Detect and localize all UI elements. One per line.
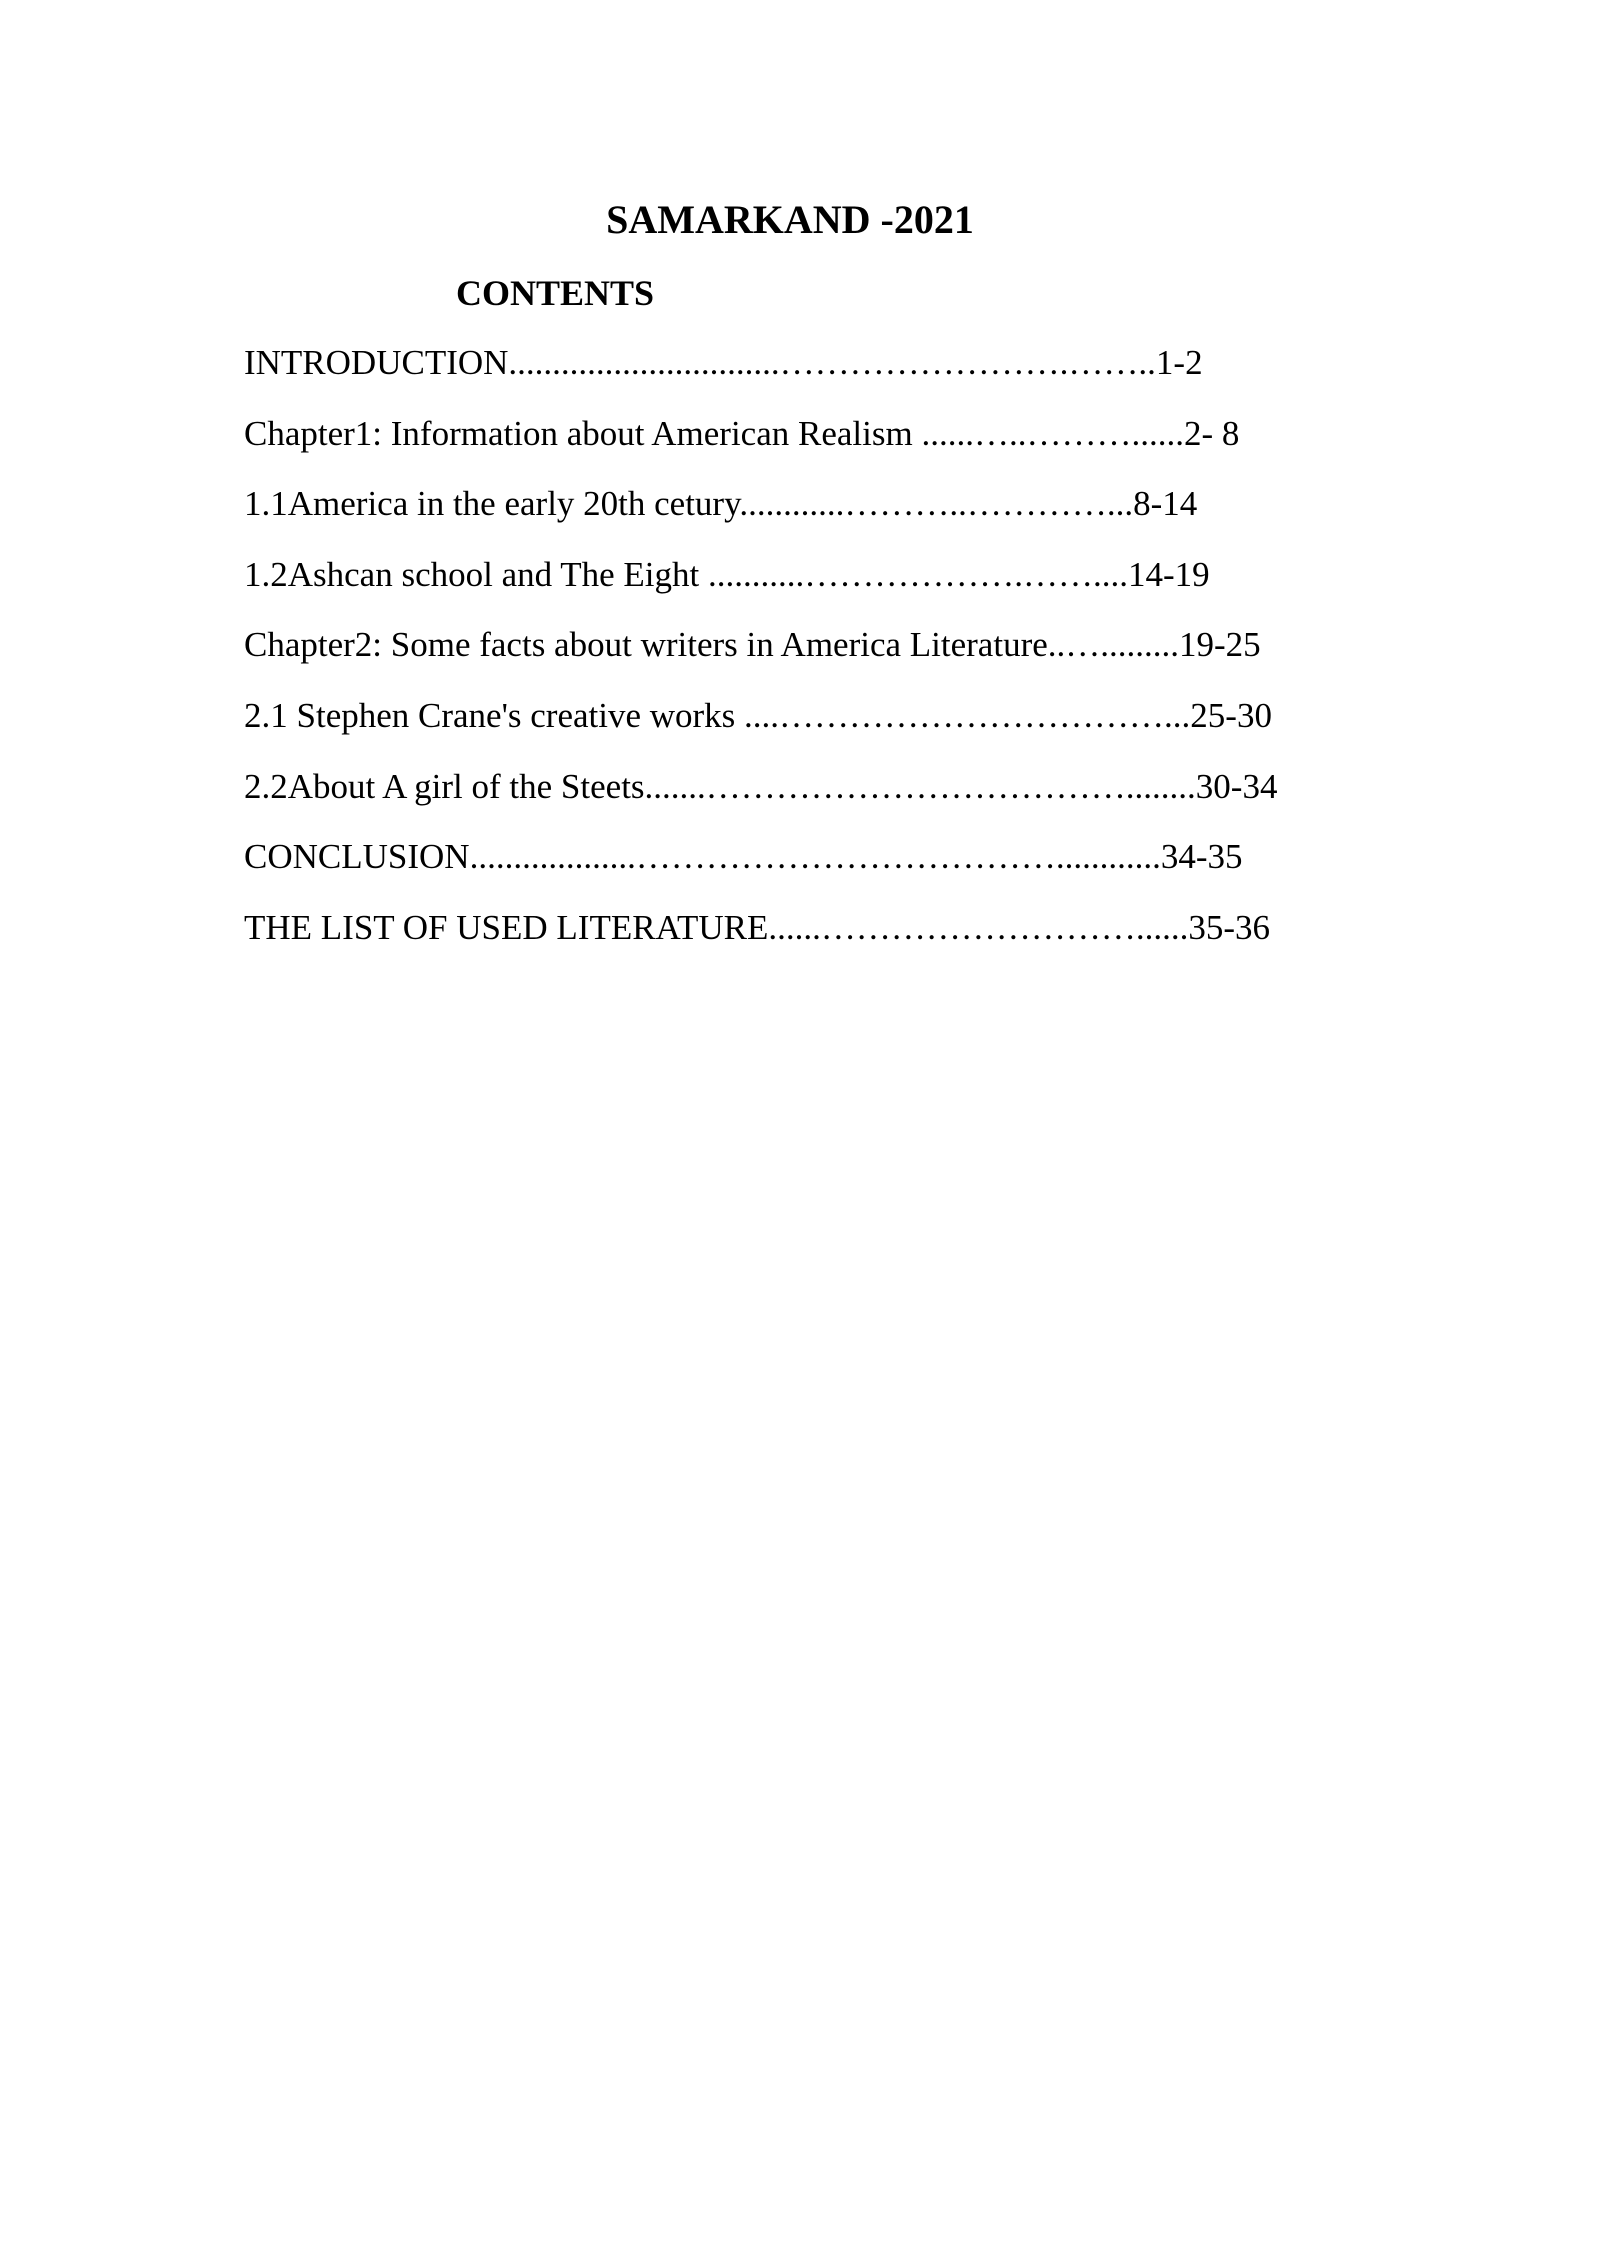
toc-entry-introduction: INTRODUCTION...............................…………………….……..1-2 [244,343,1203,382]
toc-entry-section-1-2: 1.2Ashcan school and The Eight ...........……………….……....14-19 [244,554,1210,594]
toc-entry-chapter-1: Chapter1: Information about American Realism ......…..………......2- 8 [244,413,1240,453]
table-of-contents [244,338,1277,973]
toc-entry-conclusion: CONCLUSION...................………………………………............34-35 [244,837,1243,877]
contents-heading: CONTENTS [456,273,655,313]
document-title: SAMARKAND -2021 [606,197,974,242]
toc-entry-section-1-1: 1.1America in the early 20th cetury............………..…………...8-14 [244,484,1198,524]
toc-entry-literature-list: THE LIST OF USED LITERATURE......………………………......35-36 [244,907,1270,947]
toc-entry-section-2-1: 2.1 Stephen Crane's creative works ....……………………………...25-30 [244,695,1272,735]
toc-entry-chapter-2: Chapter2: Some facts about writers in America Literature..….........19-25 [244,625,1261,665]
toc-entry-section-2-2: 2.2About A girl of the Steets.......………………………………........30-34 [244,766,1278,806]
